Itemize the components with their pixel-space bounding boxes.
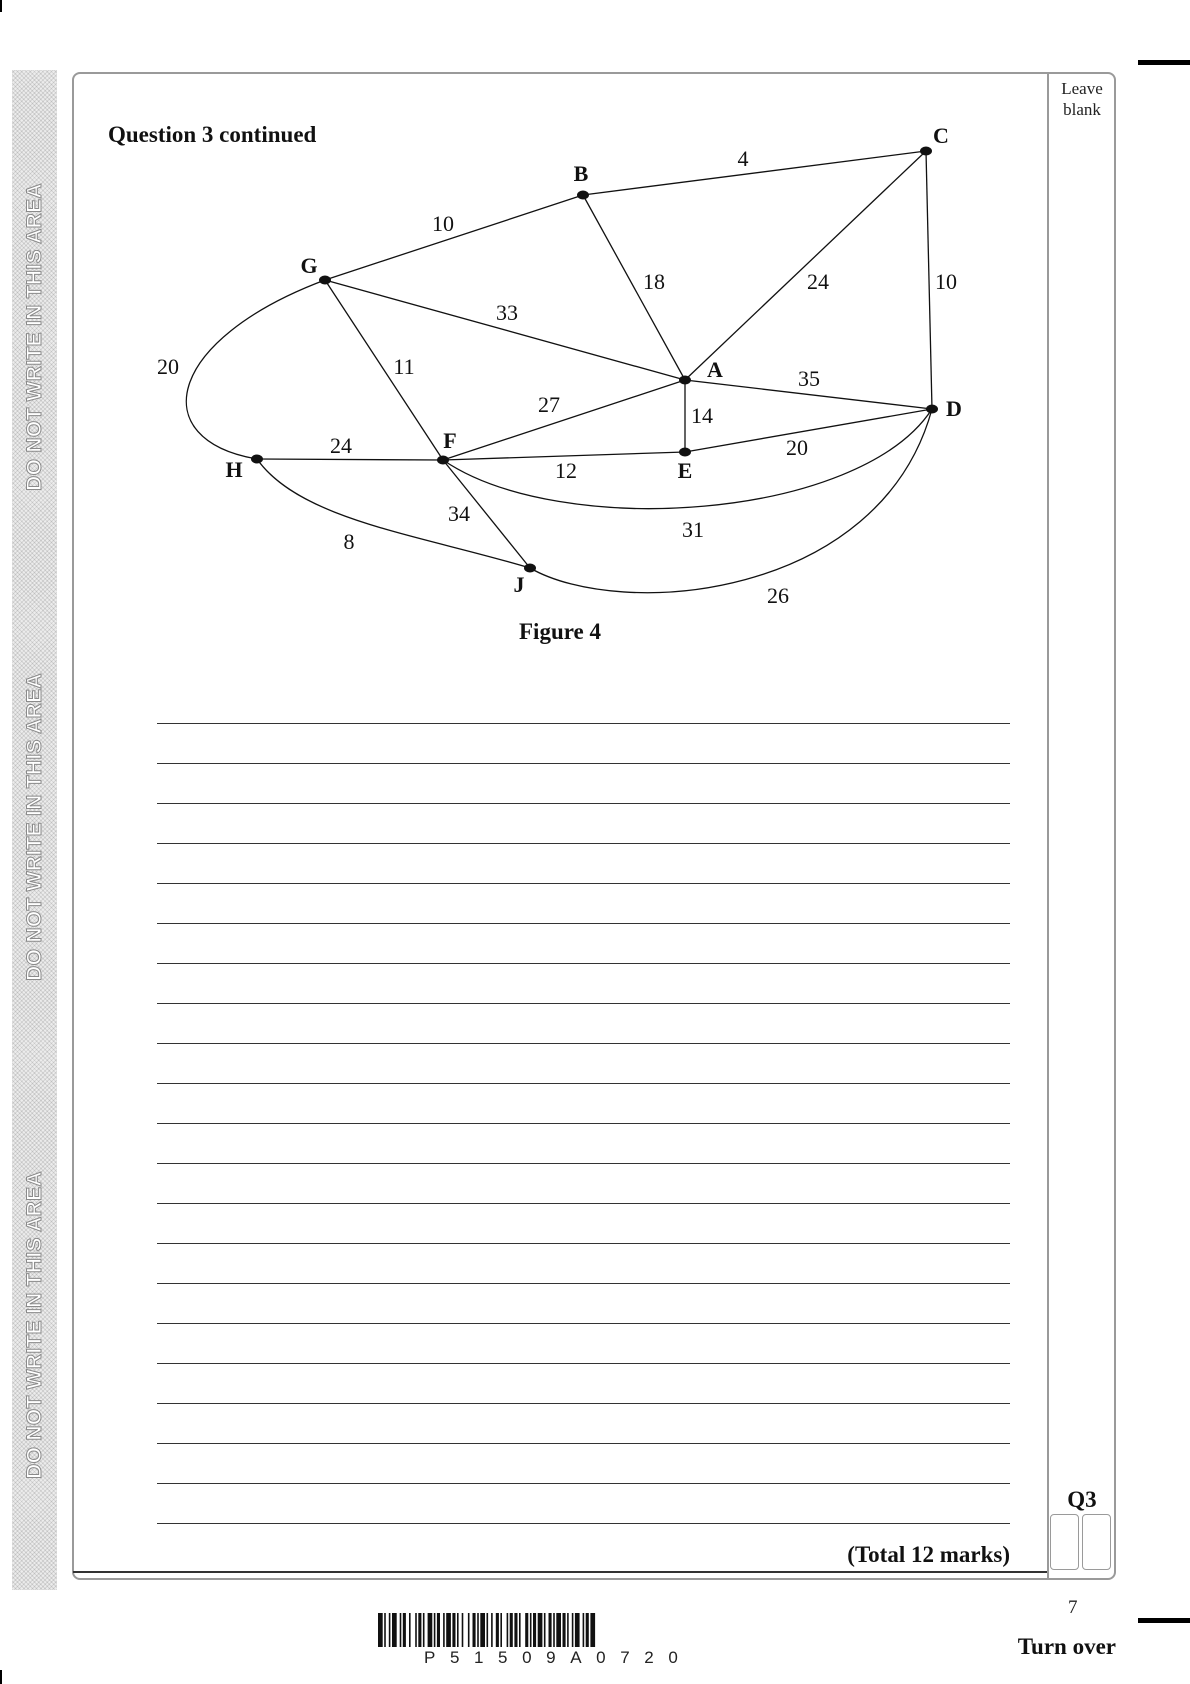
answer-line[interactable] [157, 764, 1010, 804]
barcode-bar [544, 1613, 546, 1647]
barcode-bar [510, 1613, 513, 1647]
edge-E-D [685, 409, 932, 452]
barcode-bar [400, 1613, 402, 1647]
barcode-bar [533, 1613, 536, 1647]
answer-line[interactable] [157, 1484, 1010, 1524]
answer-line[interactable] [157, 1044, 1010, 1084]
barcode-bar [583, 1613, 585, 1647]
barcode-bar [567, 1613, 569, 1647]
barcode-bar [480, 1613, 485, 1647]
answer-line[interactable] [157, 1244, 1010, 1284]
barcode-bar [462, 1613, 464, 1647]
edge-weight-G-F: 11 [393, 354, 415, 379]
barcode-bar [491, 1613, 493, 1647]
crop-mark-right-top [1138, 60, 1190, 65]
edge-B-C [583, 151, 926, 195]
edge-weight-F-E: 12 [555, 458, 577, 483]
barcode-bar [437, 1613, 440, 1647]
mark-box-right[interactable] [1082, 1514, 1111, 1570]
barcode-bar [556, 1613, 561, 1647]
barcode-bar [457, 1613, 459, 1647]
question-label: Q3 [1067, 1487, 1097, 1512]
edge-B-A [583, 195, 685, 380]
edge-weight-G-B: 10 [432, 211, 454, 236]
side-warning-middle: DO NOT WRITE IN THIS AREA [23, 673, 46, 981]
node-J-dot [524, 564, 536, 573]
edge-C-A [685, 151, 926, 380]
answer-line[interactable] [157, 1164, 1010, 1204]
edge-F-A [443, 380, 685, 460]
barcode-bar [423, 1613, 425, 1647]
barcode-bar [519, 1613, 521, 1647]
edge-weight-G-A: 33 [496, 300, 518, 325]
answer-line[interactable] [157, 844, 1010, 884]
node-E-dot [679, 448, 691, 457]
answer-line[interactable] [157, 1324, 1010, 1364]
node-label-H: H [225, 457, 243, 482]
edge-weight-B-C: 4 [737, 146, 749, 171]
barcode-bar [446, 1613, 451, 1647]
edge-weight-C-D: 10 [935, 269, 957, 294]
edge-J-D [530, 409, 932, 593]
edge-weight-F-J: 34 [448, 501, 470, 526]
answer-line[interactable] [157, 1364, 1010, 1404]
node-A-dot [679, 376, 691, 385]
edge-weight-H-F: 24 [330, 433, 352, 458]
node-B-dot [577, 191, 589, 200]
edge-weight-E-D: 20 [786, 435, 808, 460]
barcode-bar [575, 1613, 580, 1647]
edge-weight-J-D: 26 [767, 583, 789, 608]
node-label-F: F [443, 428, 457, 453]
bottom-rule [73, 1571, 1047, 1573]
barcode-bar [403, 1613, 406, 1647]
barcode-bar [378, 1613, 383, 1647]
node-G-dot [319, 276, 331, 285]
node-label-D: D [946, 396, 962, 421]
edge-G-A [325, 280, 685, 380]
crop-mark-right-bottom [1138, 1618, 1190, 1623]
turn-over: Turn over [1017, 1634, 1116, 1659]
barcode-bar [443, 1613, 445, 1647]
barcode-bar [452, 1613, 455, 1647]
node-D-dot [926, 405, 938, 414]
barcode-bar [468, 1613, 470, 1647]
node-F-dot [437, 456, 449, 465]
edge-weight-F-D: 31 [682, 517, 704, 542]
barcode-digits: P51509A0720 [424, 1648, 693, 1667]
answer-line[interactable] [157, 724, 1010, 764]
barcode-bar [428, 1613, 433, 1647]
barcode-bar [572, 1613, 574, 1647]
answer-lines[interactable] [157, 684, 1010, 1524]
answer-line[interactable] [157, 924, 1010, 964]
barcode-bar [507, 1613, 509, 1647]
barcode-bar [389, 1613, 391, 1647]
answer-line[interactable] [157, 1124, 1010, 1164]
node-label-C: C [933, 123, 949, 148]
network-graph [0, 0, 1120, 640]
answer-line[interactable] [157, 884, 1010, 924]
edge-C-D [926, 151, 932, 409]
edge-weight-B-A: 18 [643, 269, 665, 294]
barcode-bar [415, 1613, 417, 1647]
node-label-G: G [300, 253, 318, 278]
edge-H-J [257, 459, 530, 568]
answer-line[interactable] [157, 1204, 1010, 1244]
answer-line[interactable] [157, 1444, 1010, 1484]
barcode-bar [563, 1613, 566, 1647]
edge-weight-A-E: 14 [691, 403, 713, 428]
edge-weight-F-A: 27 [538, 392, 560, 417]
answer-line[interactable] [157, 804, 1010, 844]
edge-G-B [325, 195, 583, 280]
answer-line[interactable] [157, 1404, 1010, 1444]
edge-weight-A-D: 35 [798, 366, 820, 391]
barcode-bar [530, 1613, 532, 1647]
edge-weight-G-H: 20 [157, 354, 179, 379]
edge-weight-H-J: 8 [343, 529, 355, 554]
barcode-bar [549, 1613, 552, 1647]
node-H-dot [251, 455, 263, 464]
node-label-E: E [677, 458, 693, 483]
barcode-bar [434, 1613, 436, 1647]
leave-blank-label: Leave blank [1061, 79, 1103, 119]
figure-caption: Figure 4 [519, 619, 601, 644]
crop-mark-bottom-left [0, 1670, 2, 1684]
barcode-bar [487, 1613, 489, 1647]
barcode-bar [473, 1613, 476, 1647]
node-C-dot [920, 147, 932, 156]
side-warning-bottom: DO NOT WRITE IN THIS AREA [23, 1171, 46, 1479]
edge-weight-C-A: 24 [807, 269, 829, 294]
edge-H-F [257, 459, 443, 460]
barcode-bar [409, 1613, 411, 1647]
barcode-bar [514, 1613, 517, 1647]
answer-line[interactable] [157, 1084, 1010, 1124]
answer-line[interactable] [157, 964, 1010, 1004]
barcode-bar [553, 1613, 555, 1647]
barcode-bar [496, 1613, 499, 1647]
barcode-bar [590, 1613, 595, 1647]
edge-G-H [186, 280, 325, 459]
barcode [378, 1613, 810, 1647]
barcode-bar [586, 1613, 589, 1647]
node-label-A: A [707, 357, 723, 382]
barcode-bar [384, 1613, 386, 1647]
barcode-bar [418, 1613, 421, 1647]
page-number: 7 [1068, 1597, 1078, 1618]
total-marks: (Total 12 marks) [847, 1542, 1010, 1567]
answer-line[interactable] [157, 684, 1010, 724]
node-label-J: J [513, 572, 525, 597]
barcode-bar [477, 1613, 479, 1647]
side-warning-top: DO NOT WRITE IN THIS AREA [23, 183, 46, 491]
answer-line[interactable] [157, 1284, 1010, 1324]
barcode-bar [500, 1613, 502, 1647]
answer-line[interactable] [157, 1004, 1010, 1044]
barcode-bar [525, 1613, 528, 1647]
question-heading: Question 3 continued [108, 122, 317, 147]
barcode-bar [392, 1613, 397, 1647]
barcode-bar [538, 1613, 543, 1647]
mark-box-left[interactable] [1050, 1514, 1079, 1570]
node-label-B: B [573, 161, 589, 186]
